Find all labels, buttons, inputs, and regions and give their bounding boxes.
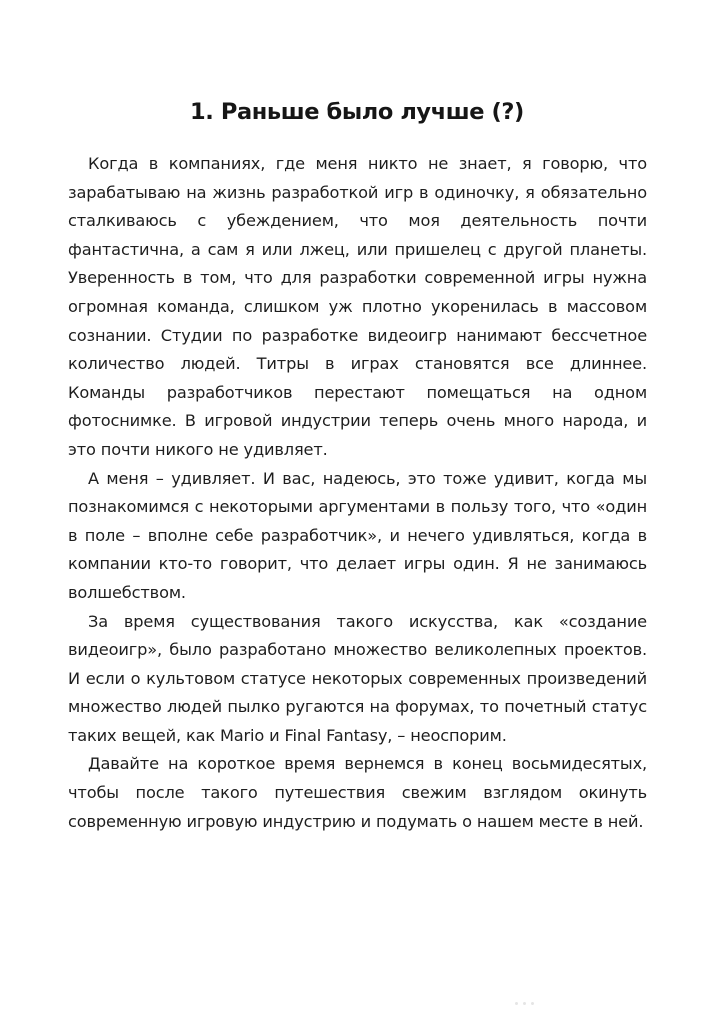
dot-mark [531,1002,534,1005]
paragraph: За время существования такого искусства, как «создание видеоигр», было разработано множество великолепных проектов. И если о культовом статусе некоторых современных произведений множество людей пылко ругаются на форумах, то почетный статус таких вещей, как Mario и Final Fantasy, – неоспорим. [68,611,647,745]
dot-mark [515,1002,518,1005]
paragraph: Давайте на короткое время вернемся в конец восьмидесятых, чтобы после такого путешествия свежим взглядом окинуть современную игровую индустрию и подумать о нашем месте в ней. [68,754,647,831]
dot-mark [523,1002,526,1005]
page-edge-artifact [515,990,635,994]
paragraph: А меня – удивляет. И вас, надеюсь, это тоже удивит, когда мы познакомимся с некоторыми аргументами в пользу того, что «один в поле – вполне себе разработчик», и нечего удивляться, когда в компании кто-то говорит, что делает игры один. Я не занимаюсь волшебством. [68,468,647,602]
chapter-body [68,150,647,836]
paragraph: Когда в компаниях, где меня никто не знает, я говорю, что зарабатываю на жизнь разработкой игр в одиночку, я обязательно сталкиваюсь с убеждением, что моя деятельность почти фантастична, а сам я или лжец, или пришелец с другой планеты. Уверенность в том, что для разработки современной игры нужна огромная команда, слишком уж плотно укоренилась в массовом сознании. Студии по разработке видеоигр нанимают бессчетное количество людей. Титры в играх становятся все длиннее. Команды разработчиков перестают помещаться на одном фотоснимке. В игровой индустрии теперь очень много народа, и это почти никого не удивляет. [68,154,647,459]
chapter-title: 1. Раньше было лучше (?) [190,99,524,125]
